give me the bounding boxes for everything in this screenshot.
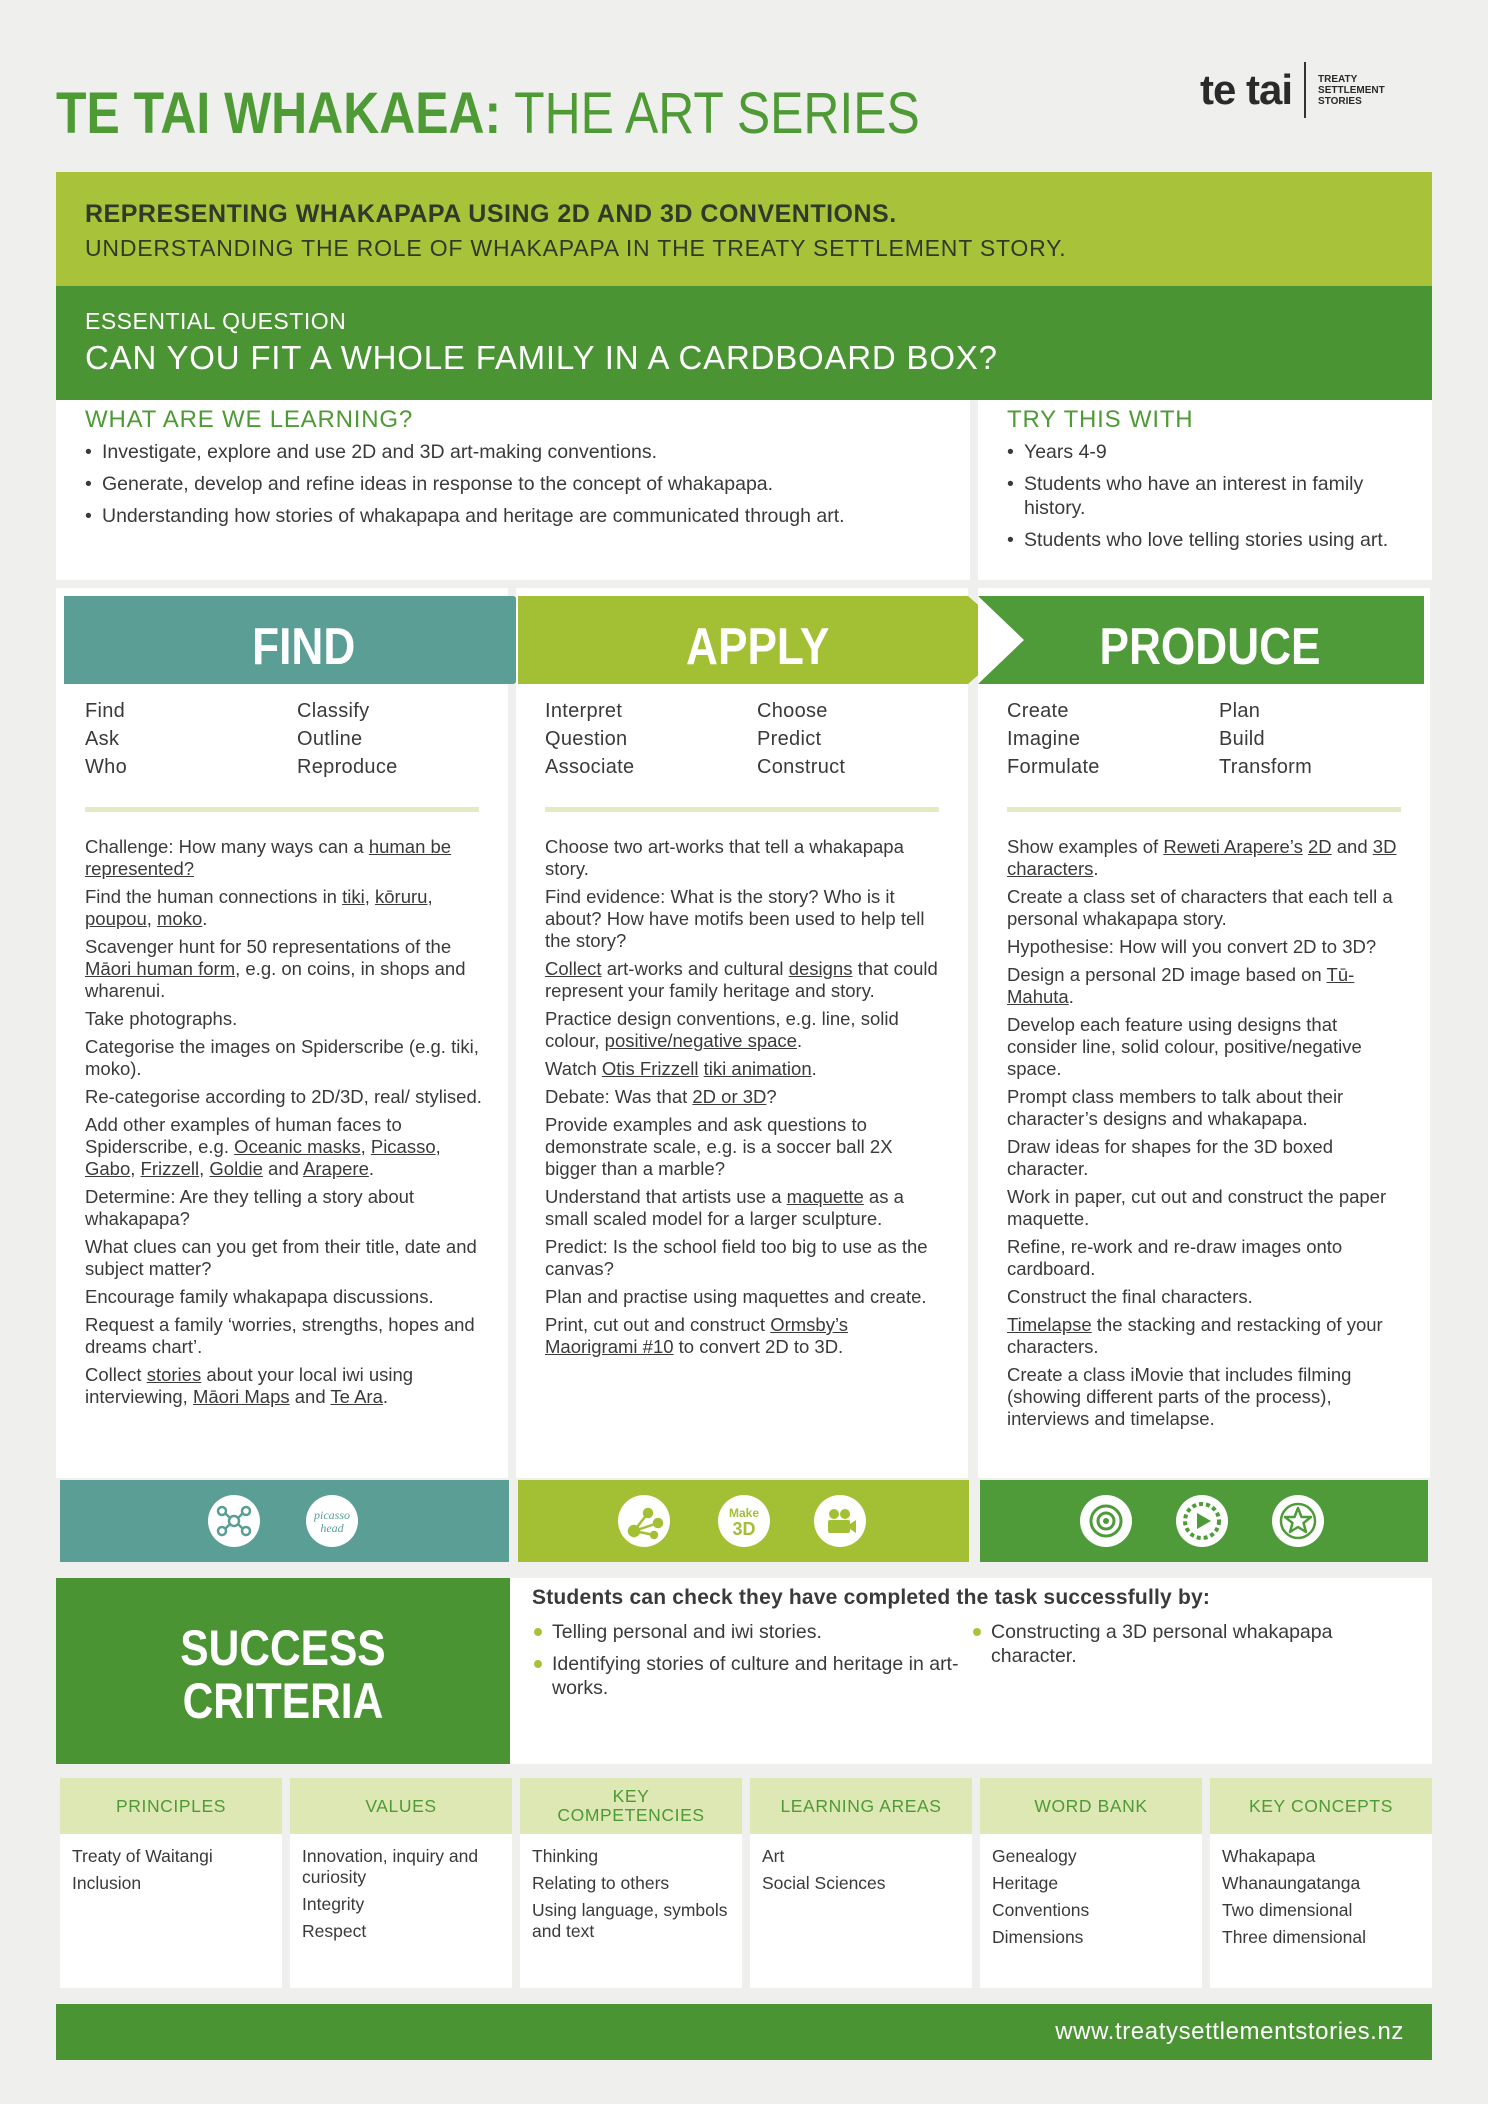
page-title: TE TAI WHAKAEA: THE ART SERIES: [56, 81, 920, 146]
apply-title: APPLY: [686, 617, 830, 676]
table-cell: Art: [762, 1846, 785, 1866]
activity-item: Determine: Are they telling a story about whakapapa?: [85, 1186, 415, 1229]
success-item: Constructing a 3D personal whakapapa character.: [971, 1620, 1410, 1668]
resource-link[interactable]: 3D characters: [1007, 836, 1397, 879]
table-cell: Genealogy: [992, 1846, 1077, 1866]
table-header: PRINCIPLES: [60, 1778, 282, 1834]
try-with-heading: TRY THIS WITH: [1007, 406, 1194, 433]
resource-link[interactable]: Timelapse: [1007, 1314, 1092, 1335]
activity-item: Provide examples and ask questions to demonstrate scale, e.g. is a soccer ball 2X bigger than a marble?: [545, 1114, 893, 1179]
try-with-list: [1007, 440, 1403, 552]
svg-text:picasso: picasso: [314, 1508, 350, 1522]
apply-verbs: Interpret Choose Question Predict Associate Construct: [545, 700, 846, 778]
activity-item: Find evidence: What is the story? Who is it about? How have motifs been used to help tell the story?: [545, 886, 925, 951]
table-cell: Heritage: [992, 1873, 1059, 1893]
essential-question: CAN YOU FIT A WHOLE FAMILY IN A CARDBOARD BOX?: [85, 339, 998, 376]
learning-item: • Understanding how stories of whakapapa and heritage are communicated through art.: [85, 504, 941, 528]
find-divider: [85, 807, 479, 812]
produce-tools-bar: [980, 1480, 1428, 1562]
table-header: KEY CONCEPTS: [1210, 1778, 1432, 1834]
resource-link[interactable]: Reweti Arapere’s: [1163, 836, 1303, 857]
try-with-item: • Students who love telling stories using art.: [1007, 528, 1403, 552]
resource-link[interactable]: Tū-Mahuta: [1007, 964, 1355, 1007]
produce-divider: [1007, 807, 1401, 812]
activity-item: Re-categorise according to 2D/3D, real/ stylised.: [85, 1086, 482, 1107]
film-reel-icon[interactable]: [1176, 1495, 1228, 1547]
resource-link[interactable]: positive/negative space: [604, 1030, 797, 1051]
table-cell: Relating to others: [532, 1873, 670, 1893]
activity-item: Request a family ‘worries, strengths, hopes and dreams chart’.: [85, 1314, 475, 1357]
topic-banner: [56, 172, 1432, 286]
activity-item: Add other examples of human faces to Spiderscribe, e.g. Oceanic masks, Picasso, Gabo, Frizzell, Goldie and Arapere.: [85, 1114, 441, 1179]
find-verbs: Find Classify Ask Outline Who Reproduce: [85, 700, 398, 778]
resource-link[interactable]: tiki animation: [703, 1058, 812, 1079]
activity-item: Take photographs.: [85, 1008, 238, 1029]
activity-item: Work in paper, cut out and construct the paper maquette.: [1007, 1186, 1387, 1229]
activity-item: Debate: Was that 2D or 3D?: [545, 1086, 777, 1107]
resource-link[interactable]: 2D: [1307, 836, 1332, 857]
success-item: Identifying stories of culture and heritage in art-works.: [532, 1652, 971, 1700]
apply-divider: [545, 807, 939, 812]
logo-subtitle: TREATY SETTLEMENT STORIES: [1318, 73, 1385, 107]
activity-item: Timelapse the stacking and restacking of your characters.: [1007, 1314, 1383, 1357]
resource-link[interactable]: Collect: [545, 958, 602, 979]
learning-panel: [56, 400, 970, 580]
website-link[interactable]: www.treatysettlementstories.nz: [1055, 2018, 1404, 2045]
activity-item: What clues can you get from their title, date and subject matter?: [85, 1236, 477, 1279]
activity-item: Scavenger hunt for 50 representations of the Māori human form, e.g. on coins, in shops and wharenui.: [85, 936, 466, 1001]
table-header: KEY COMPETENCIES: [520, 1778, 742, 1834]
apply-column: [516, 588, 968, 1478]
table-cell: Two dimensional: [1222, 1900, 1353, 1920]
activity-item: Categorise the images on Spiderscribe (e.g. tiki, moko).: [85, 1036, 479, 1079]
table-cell: Whanaungatanga: [1222, 1873, 1361, 1893]
table-cell: Innovation, inquiry and curiosity: [302, 1846, 479, 1887]
resource-link[interactable]: Oceanic masks: [234, 1136, 361, 1157]
apply-activities: [545, 836, 945, 1364]
svg-text:3D: 3D: [732, 1519, 756, 1539]
produce-verbs: Create Plan Imagine Build Formulate Transform: [1007, 700, 1313, 778]
activity-item: Challenge: How many ways can a human be represented?: [85, 836, 452, 879]
table-header: VALUES: [290, 1778, 512, 1834]
resource-link[interactable]: tiki: [342, 886, 365, 907]
resource-link[interactable]: Otis Frizzell: [601, 1058, 699, 1079]
te-tai-logo[interactable]: [1200, 62, 1385, 118]
activity-item: Print, cut out and construct Ormsby’s Maorigrami #10 to convert 2D to 3D.: [545, 1314, 848, 1357]
activity-item: Watch Otis Frizzell tiki animation.: [545, 1058, 817, 1079]
make-3d-icon[interactable]: [718, 1495, 770, 1547]
picasso-head-icon[interactable]: [306, 1495, 358, 1547]
find-tools-bar: [60, 1480, 509, 1562]
activity-item: Refine, re-work and re-draw images onto cardboard.: [1007, 1236, 1343, 1279]
produce-column: [978, 588, 1430, 1478]
activity-item: Design a personal 2D image based on Tū-Mahuta.: [1007, 964, 1355, 1007]
table-header: LEARNING AREAS: [750, 1778, 972, 1834]
essential-question-label: ESSENTIAL QUESTION: [85, 308, 347, 334]
try-with-item: • Years 4-9: [1007, 440, 1403, 464]
resource-link[interactable]: Ormsby’s Maorigrami #10: [545, 1314, 848, 1357]
resource-link[interactable]: Arapere: [303, 1158, 369, 1179]
learning-item: • Investigate, explore and use 2D and 3D art-making conventions.: [85, 440, 941, 464]
resource-link[interactable]: Frizzell: [140, 1158, 200, 1179]
topic-line-1: REPRESENTING WHAKAPAPA USING 2D AND 3D CONVENTIONS.: [85, 200, 897, 228]
table-cell: Using language, symbols and text: [532, 1900, 728, 1941]
apply-tools-bar: [518, 1480, 969, 1562]
resource-link[interactable]: poupou: [85, 908, 147, 929]
video-camera-icon[interactable]: [814, 1495, 866, 1547]
logo-divider: [1304, 62, 1306, 118]
activity-item: Practice design conventions, e.g. line, solid colour, positive/negative space.: [545, 1008, 899, 1051]
success-line-1: SUCCESS: [180, 1619, 386, 1676]
learning-heading: WHAT ARE WE LEARNING?: [85, 406, 413, 433]
table-cell: Respect: [302, 1921, 367, 1941]
table-cell: Treaty of Waitangi: [72, 1846, 213, 1866]
find-column: [56, 588, 508, 1478]
activity-item: Collect art-works and cultural designs that could represent your family heritage and story.: [545, 958, 938, 1001]
success-list-left: [532, 1620, 971, 1708]
logo-wordmark: te tai: [1200, 66, 1293, 113]
success-criteria-title: [56, 1578, 510, 1764]
resource-link[interactable]: Te Ara: [330, 1386, 383, 1407]
produce-chevron: [978, 596, 1428, 688]
table-cell: Social Sciences: [762, 1873, 886, 1893]
activity-item: Understand that artists use a maquette as a small scaled model for a larger sculpture.: [545, 1186, 904, 1229]
learning-list: [85, 440, 941, 528]
activity-item: Develop each feature using designs that consider line, solid colour, positive/negative space.: [1007, 1014, 1362, 1079]
try-with-panel: [978, 400, 1432, 580]
topic-line-2: UNDERSTANDING THE ROLE OF WHAKAPAPA IN THE TREATY SETTLEMENT STORY.: [85, 235, 1067, 261]
table-cell: Integrity: [302, 1894, 365, 1914]
footer-bar: [56, 2004, 1432, 2060]
table-cell: Thinking: [532, 1846, 599, 1866]
activity-item: Collect stories about your local iwi using interviewing, Māori Maps and Te Ara.: [85, 1364, 414, 1407]
find-chevron: [64, 596, 564, 688]
svg-text:head: head: [320, 1521, 344, 1535]
resource-link[interactable]: moko: [157, 908, 203, 929]
activity-item: Choose two art-works that tell a whakapapa story.: [545, 836, 904, 879]
activity-item: Draw ideas for shapes for the 3D boxed character.: [1007, 1136, 1333, 1179]
activity-item: Hypothesise: How will you convert 2D to 3D?: [1007, 936, 1377, 957]
resource-link[interactable]: kōruru: [375, 886, 428, 907]
activity-item: Find the human connections in tiki, kōruru, poupou, moko.: [85, 886, 433, 929]
activity-item: Construct the final characters.: [1007, 1286, 1253, 1307]
table-cell: Whakapapa: [1222, 1846, 1316, 1866]
produce-title: PRODUCE: [1099, 617, 1321, 676]
resource-link[interactable]: maquette: [786, 1186, 864, 1207]
activity-item: Predict: Is the school field too big to use as the canvas?: [545, 1236, 928, 1279]
resource-link[interactable]: designs: [788, 958, 853, 979]
table-column: [750, 1778, 972, 1988]
resource-link[interactable]: stories: [146, 1364, 202, 1385]
timelapse-icon[interactable]: [1080, 1495, 1132, 1547]
activity-item: Encourage family whakapapa discussions.: [85, 1286, 434, 1307]
activity-item: Show examples of Reweti Arapere’s 2D and 3D characters.: [1007, 836, 1397, 879]
mindmap-icon[interactable]: [618, 1495, 670, 1547]
spiderscribe-icon[interactable]: [208, 1495, 260, 1547]
activity-item: Prompt class members to talk about their character’s designs and whakapapa.: [1007, 1086, 1344, 1129]
resource-link[interactable]: human be represented?: [85, 836, 452, 879]
resource-link[interactable]: 2D or 3D: [692, 1086, 767, 1107]
apply-chevron: [518, 596, 1028, 688]
table-cell: Dimensions: [992, 1927, 1084, 1947]
essential-question-banner: [56, 286, 1432, 400]
table-column: [60, 1778, 282, 1988]
learning-item: • Generate, develop and refine ideas in response to the concept of whakapapa.: [85, 472, 941, 496]
table-column: [980, 1778, 1202, 1988]
find-activities: [85, 836, 485, 1414]
table-column: [520, 1778, 742, 1988]
resource-link[interactable]: Goldie: [209, 1158, 263, 1179]
activity-item: Plan and practise using maquettes and create.: [545, 1286, 927, 1307]
table-cell: Inclusion: [72, 1873, 142, 1893]
activity-item: Create a class iMovie that includes filming (showing different parts of the process), interviews and timelapse.: [1007, 1364, 1352, 1429]
resource-link[interactable]: Māori human form: [85, 958, 236, 979]
success-criteria-label: [56, 1578, 510, 1764]
svg-text:Make: Make: [728, 1506, 760, 1520]
table-column: [290, 1778, 512, 1988]
try-with-item: • Students who have an interest in family history.: [1007, 472, 1403, 520]
table-header: WORD BANK: [980, 1778, 1202, 1834]
success-list-right: [971, 1620, 1410, 1708]
resource-link[interactable]: Picasso: [370, 1136, 436, 1157]
table-column: [1210, 1778, 1432, 1988]
success-line-2: CRITERIA: [182, 1672, 384, 1729]
activity-item: Create a class set of characters that each tell a personal whakapapa story.: [1007, 886, 1393, 929]
imovie-star-icon[interactable]: [1272, 1495, 1324, 1547]
table-cell: Three dimensional: [1222, 1927, 1366, 1947]
table-cell: Conventions: [992, 1900, 1090, 1920]
success-heading: Students can check they have completed the task successfully by:: [532, 1586, 1211, 1609]
produce-activities: [1007, 836, 1407, 1436]
success-item: Telling personal and iwi stories.: [532, 1620, 971, 1644]
resource-link[interactable]: Māori Maps: [192, 1386, 290, 1407]
find-title: FIND: [252, 617, 356, 676]
resource-link[interactable]: Gabo: [85, 1158, 131, 1179]
success-criteria-panel: [510, 1578, 1432, 1764]
